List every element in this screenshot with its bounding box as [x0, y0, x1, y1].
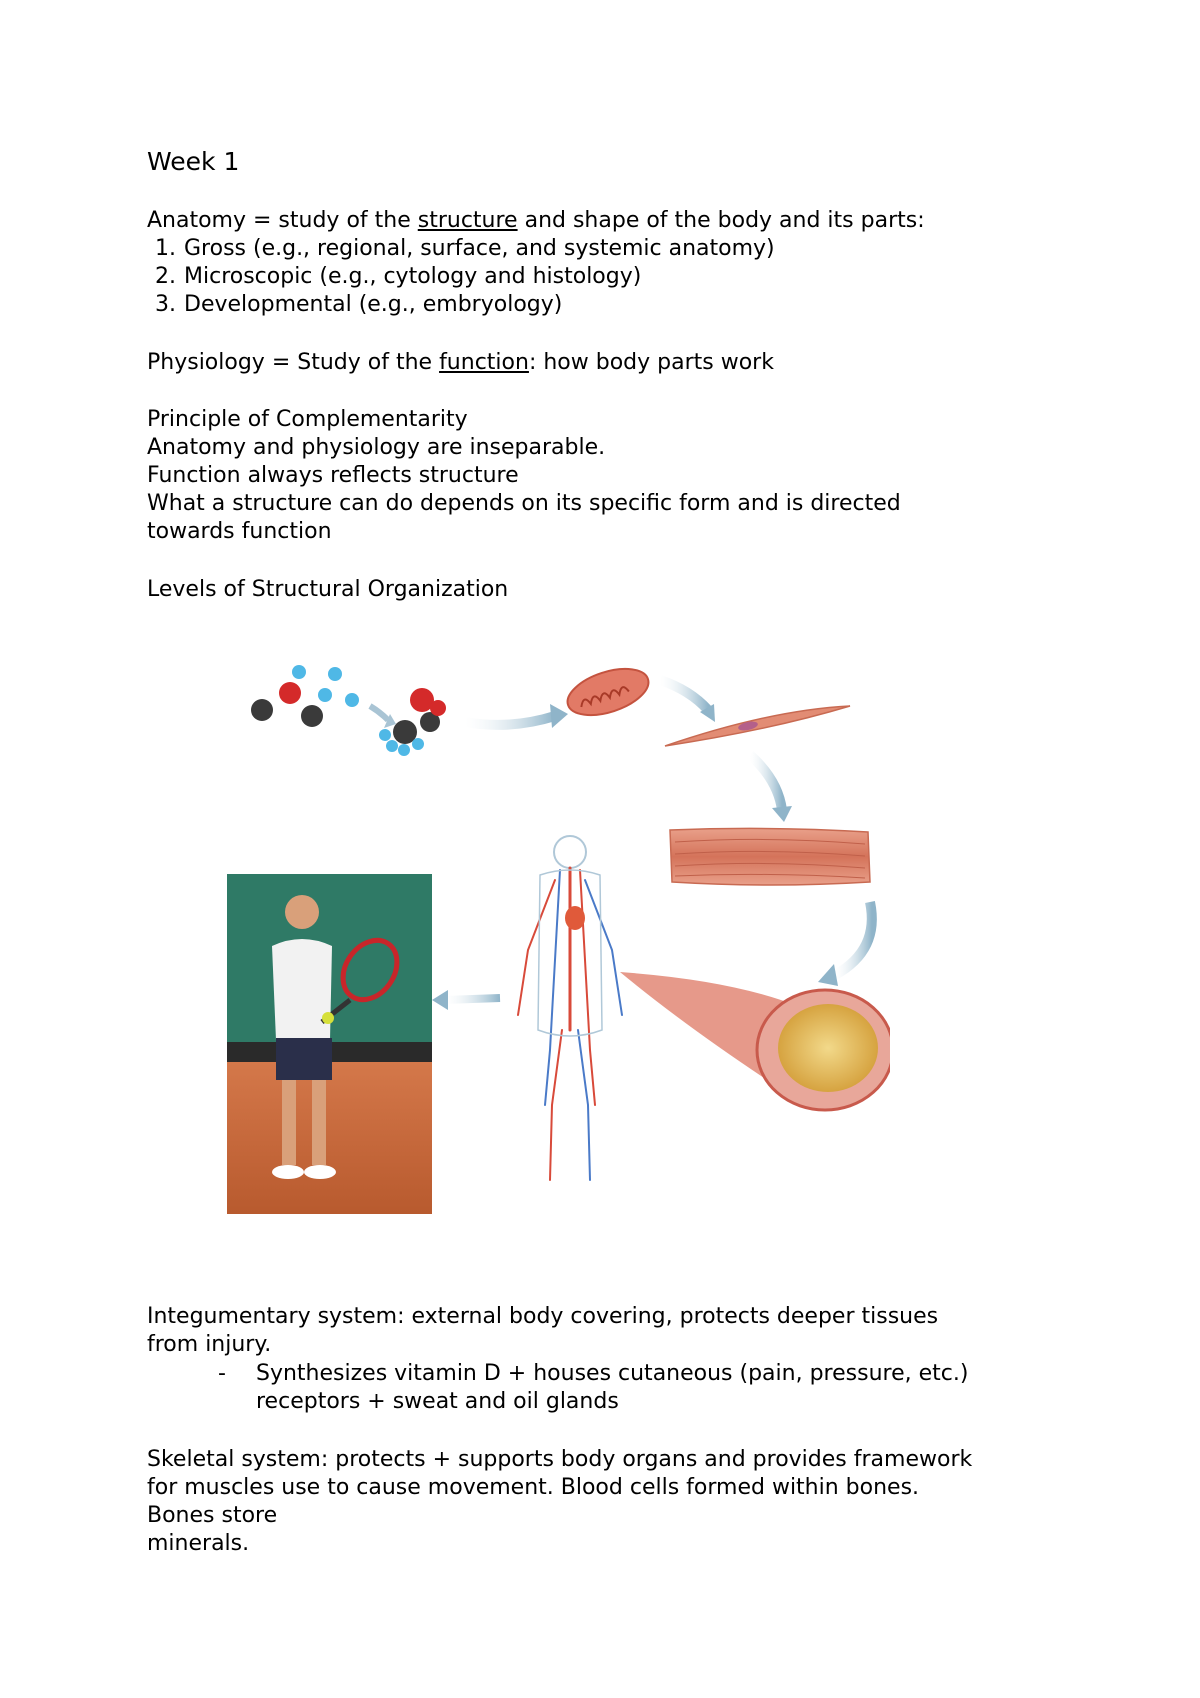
anatomy-prefix: Anatomy = study of the	[147, 208, 418, 233]
levels-heading: Levels of Structural Organization	[147, 577, 509, 602]
arrow-head-icon	[550, 704, 568, 728]
anatomy-definition	[147, 207, 925, 235]
paragraph-line: towards function	[147, 519, 332, 544]
bullet-line: Synthesizes vitamin D + houses cutaneous (pain, pressure, etc.)	[256, 1361, 969, 1386]
list-number: 1.	[155, 236, 176, 261]
list-text: Microscopic (e.g., cytology and histology)	[184, 264, 642, 289]
arrow-icon	[445, 998, 500, 1000]
atoms-icon	[251, 665, 359, 727]
paragraph-line: Integumentary system: external body covering, protects deeper tissues	[147, 1304, 939, 1329]
tissue-icon	[670, 828, 870, 885]
arrow-icon	[660, 680, 708, 710]
paragraph-line: Skeletal system: protects + supports body organs and provides framework	[147, 1447, 973, 1472]
list-text: Gross (e.g., regional, surface, and systemic anatomy)	[184, 236, 775, 261]
list-number: 3.	[155, 292, 176, 317]
arrow-head-icon	[818, 964, 838, 986]
arrow-icon	[750, 755, 782, 810]
list-number: 2.	[155, 264, 176, 289]
organelle-icon	[562, 660, 654, 724]
list-text: Developmental (e.g., embryology)	[184, 292, 563, 317]
bullet-line: receptors + sweat and oil glands	[256, 1389, 619, 1414]
organism-icon	[227, 874, 432, 1214]
arrow-head-icon	[772, 806, 792, 822]
paragraph-line: from injury.	[147, 1332, 272, 1357]
physiology-prefix: Physiology = Study of the	[147, 350, 440, 375]
anatomy-suffix: and shape of the body and its parts:	[517, 208, 925, 233]
arrow-icon	[465, 716, 555, 725]
arrow-head-icon	[432, 990, 448, 1010]
anatomy-keyword: structure	[417, 208, 518, 233]
physiology-definition	[147, 349, 774, 377]
paragraph-line: for muscles use to cause movement. Blood cells formed within bones.	[147, 1475, 920, 1500]
paragraph-line: Bones store	[147, 1503, 278, 1528]
complementarity-heading: Principle of Complementarity	[147, 407, 468, 432]
list-item	[140, 263, 641, 291]
levels-of-organization-figure	[210, 650, 890, 1215]
organ-icon	[620, 972, 890, 1110]
list-item	[140, 235, 775, 263]
organ-system-icon	[518, 836, 622, 1180]
paragraph-line: Anatomy and physiology are inseparable.	[147, 435, 606, 460]
physiology-suffix: : how body parts work	[528, 350, 774, 375]
paragraph-line: Function always reflects structure	[147, 463, 519, 488]
page-title: Week 1	[147, 147, 240, 176]
paragraph-line: minerals.	[147, 1531, 250, 1556]
list-item	[140, 291, 562, 319]
paragraph-line: What a structure can do depends on its specific form and is directed	[147, 491, 901, 516]
bullet-marker: -	[218, 1361, 226, 1386]
arrow-icon	[370, 706, 388, 720]
arrow-icon	[835, 902, 872, 975]
cell-icon	[665, 706, 850, 746]
physiology-keyword: function	[439, 350, 529, 375]
